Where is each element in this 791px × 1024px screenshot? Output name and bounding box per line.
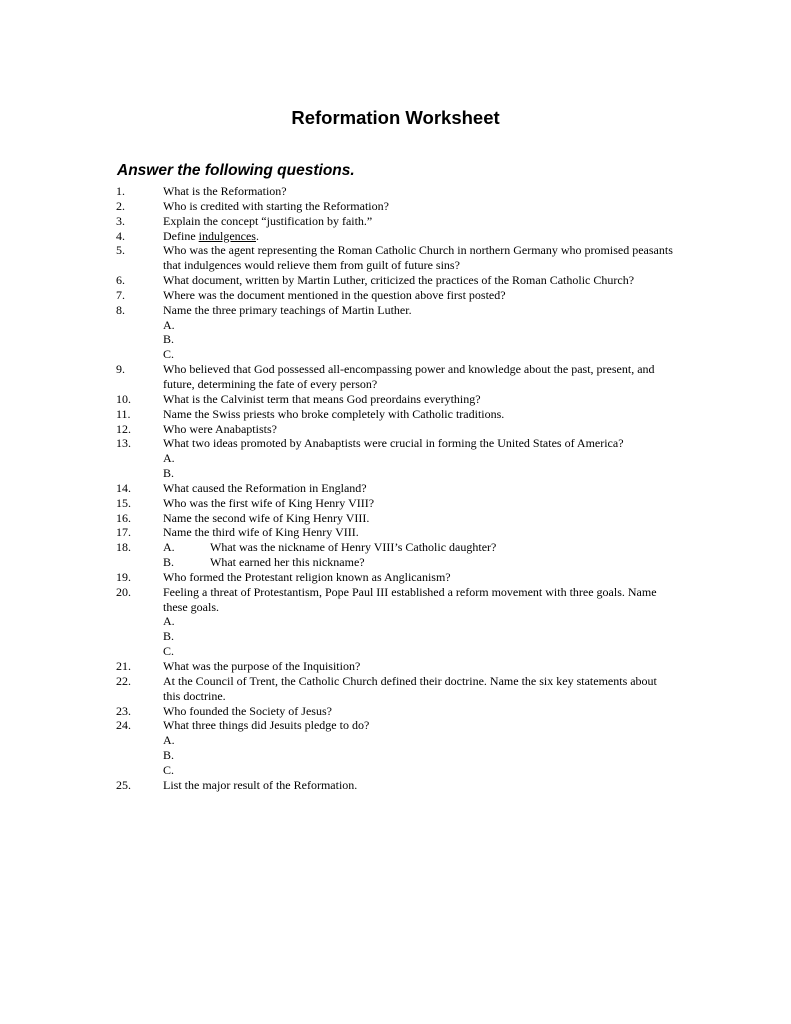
question-number: 18.	[116, 540, 131, 555]
question-number: 6.	[116, 273, 125, 288]
question-text: Who was the first wife of King Henry VIII?	[163, 495, 375, 510]
question-number: 22.	[116, 673, 131, 688]
question-number: 12.	[116, 421, 131, 436]
question-item	[0, 511, 791, 526]
question-number: 21.	[116, 659, 131, 673]
question-text: Where was the document mentioned in the question above first posted?	[163, 287, 506, 302]
question-number: 2.	[116, 198, 125, 213]
question-text: Name the three primary teachings of Martin Luther.	[163, 302, 412, 317]
question-number: 20.	[116, 584, 131, 599]
question-item	[0, 585, 791, 659]
question-text: What is the Calvinist term that means God preordains everything?	[163, 391, 481, 406]
question-item	[0, 422, 791, 437]
question-item	[0, 481, 791, 496]
question-number: 15.	[116, 495, 131, 510]
question-text: List the major result of the Reformation.	[163, 777, 358, 792]
question-item	[0, 570, 791, 585]
question-item	[0, 778, 791, 793]
answer-letter: C.	[163, 644, 175, 659]
question-number: 7.	[116, 287, 125, 302]
page-title: Reformation Worksheet	[291, 107, 500, 128]
question-item	[0, 362, 791, 392]
answer-letter: B.	[163, 332, 175, 347]
question-item	[0, 199, 791, 214]
question-text: Name the Swiss priests who broke completely with Catholic traditions.	[163, 406, 505, 421]
answer-letter: A.	[163, 733, 175, 748]
sub-question-letter: A.	[163, 540, 175, 555]
question-text: What document, written by Martin Luther, criticized the practices of the Roman Catholic Church?	[163, 273, 635, 288]
answer-letter: A.	[163, 317, 175, 332]
question-number: 13.	[116, 436, 131, 451]
question-number: 1.	[116, 184, 125, 198]
question-item	[0, 288, 791, 303]
answer-letter: B.	[163, 748, 175, 763]
question-text: What two ideas promoted by Anabaptists were crucial in forming the United States of America?	[163, 436, 624, 451]
answer-letter: A.	[163, 451, 175, 466]
question-number: 14.	[116, 480, 131, 495]
sub-question	[163, 555, 791, 570]
answer-letter: C.	[163, 762, 175, 777]
question-text-suffix: .	[255, 228, 259, 243]
question-number: 9.	[116, 362, 125, 377]
question-item	[0, 436, 791, 481]
question-item	[0, 392, 791, 407]
sub-question	[163, 540, 791, 555]
answer-letter: A.	[163, 614, 175, 629]
answer-letter: B.	[163, 629, 175, 644]
question-text: Explain the concept “justification by faith.”	[163, 213, 373, 228]
question-list	[0, 184, 791, 793]
instructions-heading: Answer the following questions.	[117, 162, 355, 179]
question-number: 3.	[116, 213, 125, 228]
answer-letter: B.	[163, 466, 175, 481]
question-number: 24.	[116, 718, 131, 733]
question-item	[0, 243, 791, 273]
question-item	[0, 718, 791, 777]
question-item	[0, 214, 791, 229]
question-number: 10.	[116, 391, 131, 406]
question-number: 25.	[116, 777, 131, 792]
question-text: At the Council of Trent, the Catholic Church defined their doctrine. Name the six key statements about this doctrine.	[163, 673, 657, 703]
answer-letter: C.	[163, 347, 175, 362]
sub-question-text: What earned her this nickname?	[210, 555, 365, 570]
question-item	[0, 525, 791, 540]
question-text: Who is credited with starting the Reformation?	[163, 198, 389, 213]
question-text-prefix: Define	[163, 228, 199, 243]
question-item	[0, 273, 791, 288]
question-number: 16.	[116, 510, 131, 525]
question-number: 5.	[116, 243, 125, 258]
sub-question-text: What was the nickname of Henry VIII’s Catholic daughter?	[210, 540, 497, 555]
question-number: 17.	[116, 525, 131, 540]
question-text: What is the Reformation?	[163, 184, 287, 198]
question-text: Who were Anabaptists?	[163, 421, 277, 436]
question-item	[0, 496, 791, 511]
question-item	[0, 540, 791, 570]
question-text: What three things did Jesuits pledge to do?	[163, 718, 370, 733]
question-text: Name the second wife of King Henry VIII.	[163, 510, 370, 525]
question-text: Who formed the Protestant religion known as Anglicanism?	[163, 569, 451, 584]
question-item	[0, 674, 791, 704]
question-number: 8.	[116, 302, 125, 317]
sub-question-letter: B.	[163, 555, 175, 570]
question-text: What caused the Reformation in England?	[163, 480, 367, 495]
question-item	[0, 407, 791, 422]
question-text: Who founded the Society of Jesus?	[163, 703, 332, 718]
question-number: 19.	[116, 569, 131, 584]
question-item	[0, 184, 791, 199]
question-number: 23.	[116, 703, 131, 718]
question-number: 4.	[116, 228, 125, 243]
question-number: 11.	[116, 406, 131, 421]
key-term: indulgences	[198, 228, 256, 243]
question-text: Name the third wife of King Henry VIII.	[163, 525, 359, 540]
question-text: What was the purpose of the Inquisition?	[163, 659, 361, 673]
question-text	[163, 229, 675, 244]
question-item	[0, 704, 791, 719]
question-text: Who was the agent representing the Roman Catholic Church in northern Germany who promised peasants that indulgences would relieve them from guilt of future sins?	[163, 243, 673, 273]
question-item	[0, 229, 791, 244]
question-text: Feeling a threat of Protestantism, Pope Paul III established a reform movement with three goals. Name these goals.	[163, 584, 657, 614]
question-item	[0, 303, 791, 362]
question-item	[0, 659, 791, 674]
question-text: Who believed that God possessed all-encompassing power and knowledge about the past, present, and future, determining the fate of every person?	[163, 362, 655, 391]
